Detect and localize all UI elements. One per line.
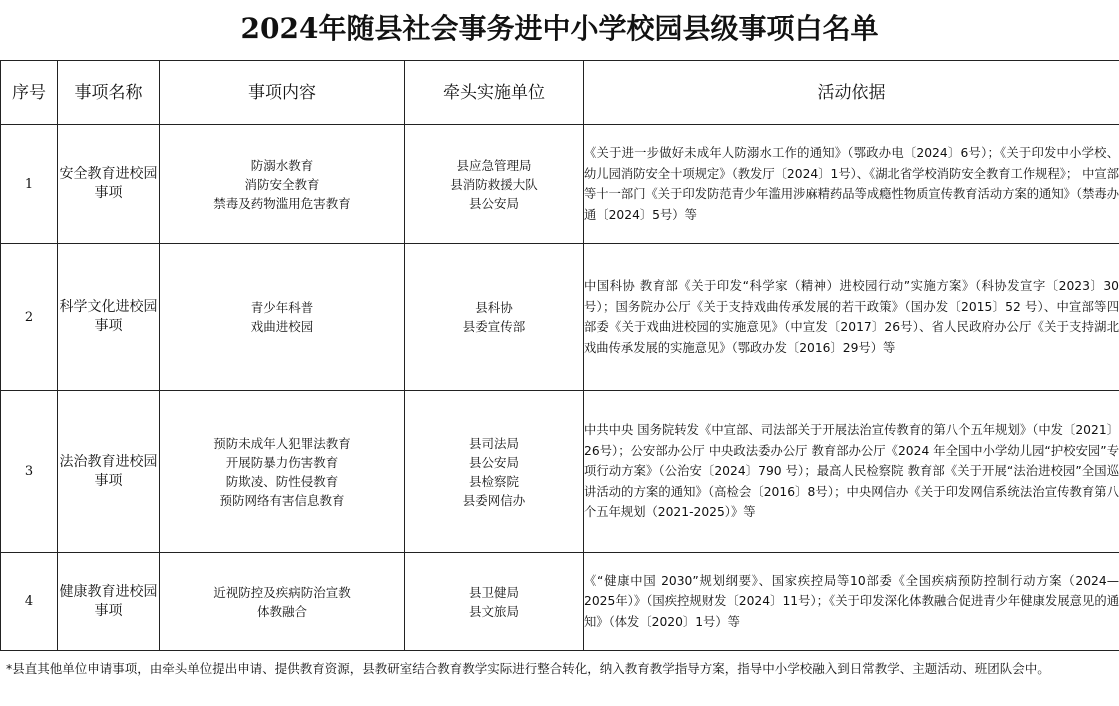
row-unit bbox=[405, 125, 584, 244]
row-content bbox=[160, 553, 405, 651]
row-name: 安全教育进校园事项 bbox=[58, 125, 160, 244]
content-item: 预防网络有害信息教育 bbox=[219, 492, 345, 508]
content-item: 预防未成年人犯罪法教育 bbox=[213, 435, 351, 451]
footnote: *县直其他单位申请事项，由牵头单位提出申请、提供教育资源，县教研室结合教育教学实际进行整合转化，纳入教育教学指导方案，指导中小学校融入到日常教学、主题活动、班团队会中。 bbox=[6, 661, 1050, 676]
table-row bbox=[1, 391, 1119, 553]
table-row bbox=[1, 553, 1119, 651]
table-header-row bbox=[1, 61, 1119, 125]
row-seq: 2 bbox=[1, 244, 58, 391]
header-seq: 序号 bbox=[1, 61, 58, 125]
content-item: 消防安全教育 bbox=[244, 176, 320, 192]
content-item: 防欺凌、防性侵教育 bbox=[225, 473, 339, 489]
row-name: 科学文化进校园事项 bbox=[58, 244, 160, 391]
row-seq: 1 bbox=[1, 125, 58, 244]
unit-item: 县公安局 bbox=[468, 195, 519, 211]
unit-item: 县委网信办 bbox=[462, 492, 526, 508]
unit-item: 县消防救援大队 bbox=[450, 176, 538, 192]
content-item: 青少年科普 bbox=[250, 300, 314, 315]
row-content bbox=[160, 391, 405, 553]
row-seq: 4 bbox=[1, 553, 58, 651]
row-basis: 中共中央 国务院转发《中宣部、司法部关于开展法治宣传教育的第八个五年规划》（中发〔2021〕26号）；公安部办公厅 中央政法委办公厅 教育部办公厅《2024 年全国中小学幼儿园“护校安园”专项行动方案》（公治安〔2024〕790 号）；最高人民检察院 教育部《关于开展“法治进校园”全国巡讲活动的方案的通知》（高检会〔2016〕8号）；中央网信办《关于印发网信系统法治宣传教育第八个五年规划（2021-2025）》等 bbox=[584, 391, 1119, 553]
row-name: 健康教育进校园事项 bbox=[58, 553, 160, 651]
unit-item: 县公安局 bbox=[468, 454, 519, 470]
header-content: 事项内容 bbox=[160, 61, 405, 125]
row-seq: 3 bbox=[1, 391, 58, 553]
unit-item: 县文旅局 bbox=[468, 603, 519, 619]
unit-item: 县科协 bbox=[475, 300, 513, 315]
content-item: 近视防控及疾病防治宣教 bbox=[213, 584, 351, 600]
content-item: 防溺水教育 bbox=[250, 157, 314, 173]
unit-item: 县检察院 bbox=[468, 473, 519, 489]
row-basis: 《关于进一步做好未成年人防溺水工作的通知》（鄂政办电〔2024〕6号）；《关于印发中小学校、幼儿园消防安全十项规定》（教发厅〔2024〕1号）、《湖北省学校消防安全教育工作规程》； 中宣部等十一部门《关于印发防范青少年滥用涉麻精药品等成瘾性物质宣传教育活动方案的通知》（禁毒办通〔2024〕5号）等 bbox=[584, 125, 1119, 244]
header-name: 事项名称 bbox=[58, 61, 160, 125]
table-row bbox=[1, 244, 1119, 391]
row-unit bbox=[405, 553, 584, 651]
whitelist-table bbox=[0, 60, 1119, 651]
row-basis: 《“健康中国 2030”规划纲要》、国家疾控局等10部委《全国疾病预防控制行动方案（2024—2025年）》（国疾控规财发〔2024〕11号）；《关于印发深化体教融合促进青少年健康发展意见的通知》（体发〔2020〕1号）等 bbox=[584, 553, 1119, 651]
content-item: 戏曲进校园 bbox=[250, 319, 314, 334]
unit-item: 县应急管理局 bbox=[456, 157, 532, 173]
row-unit bbox=[405, 391, 584, 553]
page-title: 2024年随县社会事务进中小学校园县级事项白名单 bbox=[240, 12, 879, 45]
row-content bbox=[160, 244, 405, 391]
row-content bbox=[160, 125, 405, 244]
content-item: 体教融合 bbox=[256, 603, 307, 619]
row-name: 法治教育进校园事项 bbox=[58, 391, 160, 553]
unit-item: 县司法局 bbox=[468, 435, 519, 451]
header-basis: 活动依据 bbox=[584, 61, 1119, 125]
unit-item: 县委宣传部 bbox=[462, 319, 526, 334]
row-unit bbox=[405, 244, 584, 391]
content-item: 禁毒及药物滥用危害教育 bbox=[213, 195, 351, 211]
header-unit: 牵头实施单位 bbox=[405, 61, 584, 125]
row-basis: 中国科协 教育部《关于印发“科学家（精神）进校园行动”实施方案》（科协发宣字〔2023〕30号）；国务院办公厅《关于支持戏曲传承发展的若干政策》（国办发〔2015〕52 号）、中宣部等四部委《关于戏曲进校园的实施意见》（中宣发〔2017〕26号）、省人民政府办公厅《关于支持湖北戏曲传承发展的实施意见》（鄂政办发〔2016〕29号）等 bbox=[584, 244, 1119, 391]
content-item: 开展防暴力伤害教育 bbox=[225, 454, 339, 470]
table-row bbox=[1, 125, 1119, 244]
unit-item: 县卫健局 bbox=[468, 584, 519, 600]
